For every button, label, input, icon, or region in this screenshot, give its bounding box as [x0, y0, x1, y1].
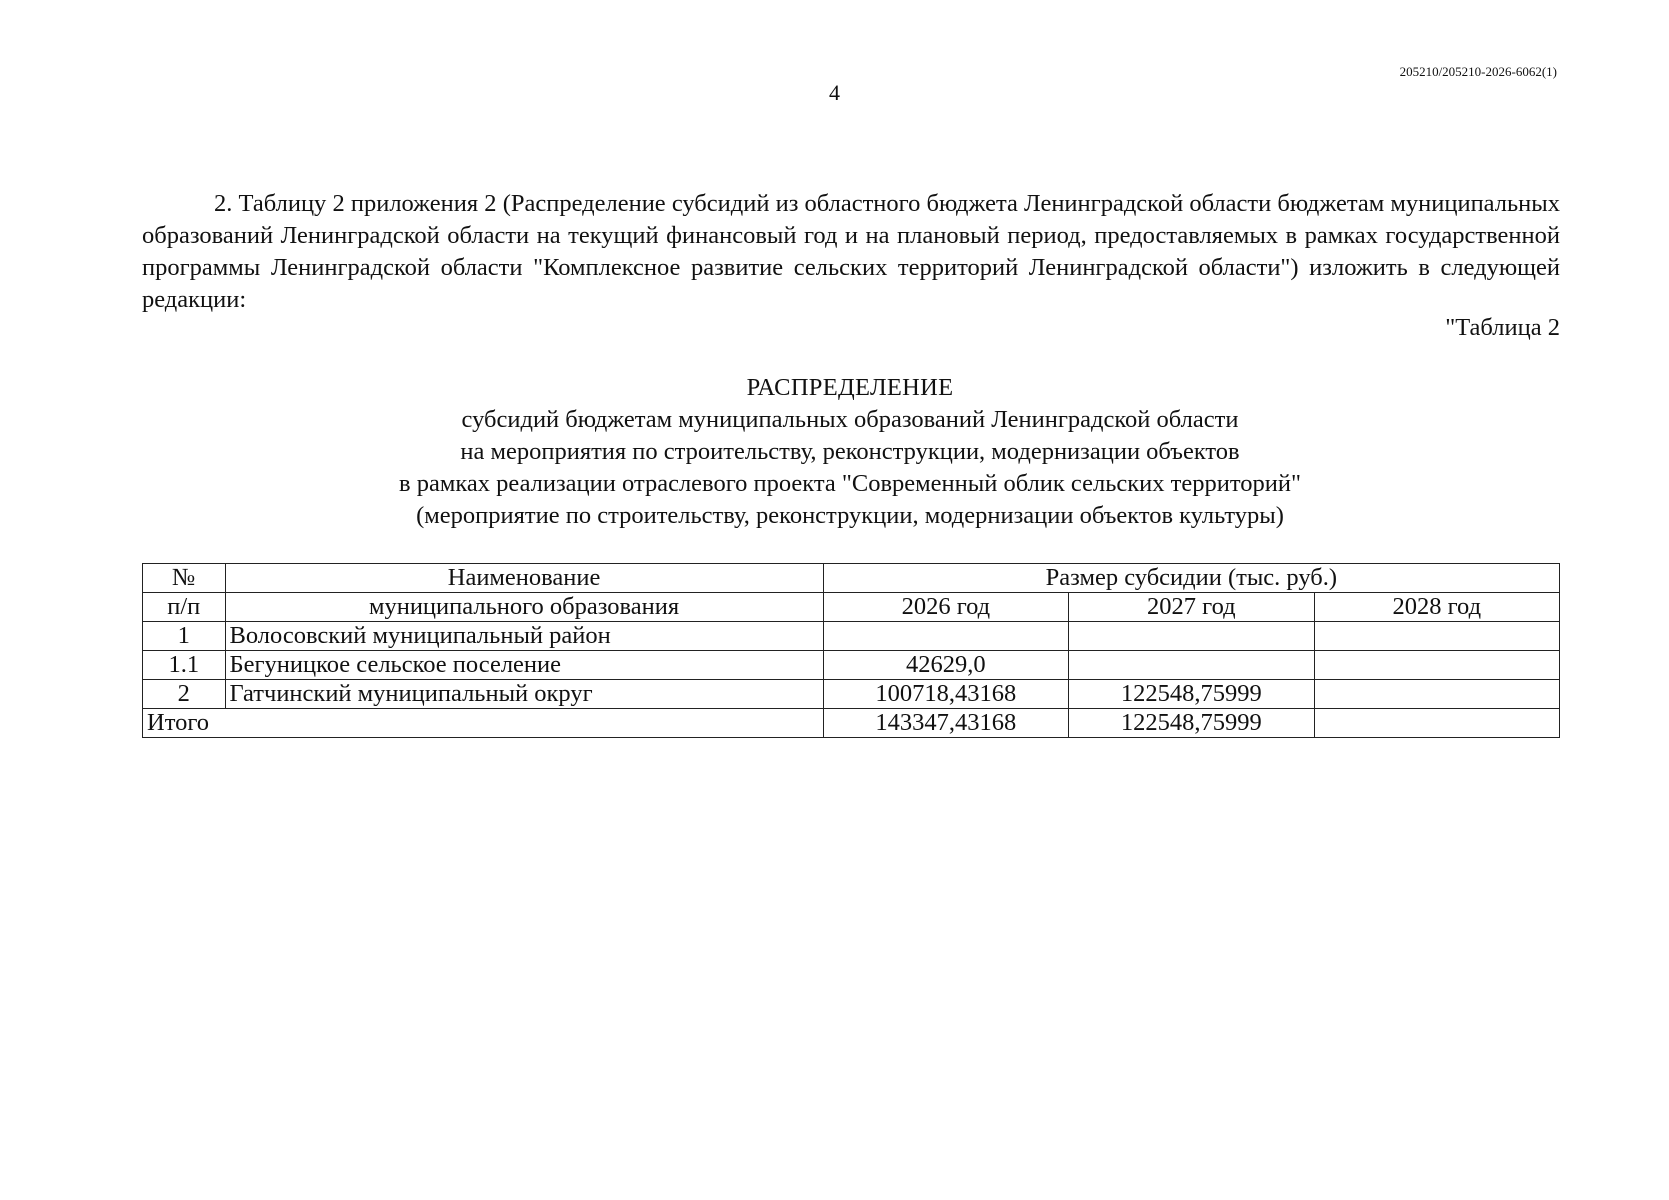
header-year-2026: 2026 год — [823, 593, 1068, 622]
table-row — [143, 651, 1560, 680]
row-name: Бегуницкое сельское поселение — [225, 651, 823, 680]
row-value-2026: 100718,43168 — [823, 680, 1068, 709]
heading-line: субсидий бюджетам муниципальных образований Ленинградской области — [461, 406, 1239, 433]
table-heading — [0, 372, 1669, 532]
page-number: 4 — [829, 80, 840, 105]
header-subsidy-group: Размер субсидии (тыс. руб.) — [823, 564, 1559, 593]
table-row — [143, 680, 1560, 709]
document-id: 205210/205210-2026-6062(1) — [1399, 64, 1557, 79]
header-num: п/п — [143, 593, 226, 622]
header-name: муниципального образования — [225, 593, 823, 622]
row-value-2026: 42629,0 — [823, 651, 1068, 680]
header-num: № — [143, 564, 226, 593]
row-num: 1 — [143, 622, 226, 651]
row-name: Волосовский муниципальный район — [225, 622, 823, 651]
intro-paragraph: 2. Таблицу 2 приложения 2 (Распределение субсидий из областного бюджета Ленинградской области бюджетам муниципальных образований Ленинградской области на текущий финансовый год и на плановый период, предоставляемых в рамках государственной программы Ленинградской области "Комплексное развитие сельских территорий Ленинградской области") изложить в следующей редакции: — [142, 190, 1560, 313]
heading-title: РАСПРЕДЕЛЕНИЕ — [746, 374, 954, 401]
row-name: Гатчинский муниципальный округ — [225, 680, 823, 709]
heading-line: в рамках реализации отраслевого проекта "Современный облик сельских территорий" — [399, 470, 1301, 497]
heading-line: (мероприятие по строительству, реконструкции, модернизации объектов культуры) — [416, 502, 1284, 529]
total-label: Итого — [143, 709, 824, 738]
table-total-row — [143, 709, 1560, 738]
total-value-2028 — [1314, 709, 1559, 738]
row-value-2026 — [823, 622, 1068, 651]
heading-line: на мероприятия по строительству, реконструкции, модернизации объектов — [460, 438, 1240, 465]
table-row — [143, 622, 1560, 651]
table-header-row — [143, 593, 1560, 622]
row-value-2027: 122548,75999 — [1069, 680, 1314, 709]
subsidy-table — [142, 563, 1560, 738]
total-value-2026: 143347,43168 — [823, 709, 1068, 738]
row-value-2027 — [1069, 622, 1314, 651]
header-name: Наименование — [225, 564, 823, 593]
table-caption: "Таблица 2 — [1445, 314, 1560, 341]
row-value-2027 — [1069, 651, 1314, 680]
row-value-2028 — [1314, 651, 1559, 680]
table-header-row — [143, 564, 1560, 593]
header-year-2028: 2028 год — [1314, 593, 1559, 622]
total-value-2027: 122548,75999 — [1069, 709, 1314, 738]
header-year-2027: 2027 год — [1069, 593, 1314, 622]
row-value-2028 — [1314, 622, 1559, 651]
row-num: 2 — [143, 680, 226, 709]
row-num: 1.1 — [143, 651, 226, 680]
row-value-2028 — [1314, 680, 1559, 709]
